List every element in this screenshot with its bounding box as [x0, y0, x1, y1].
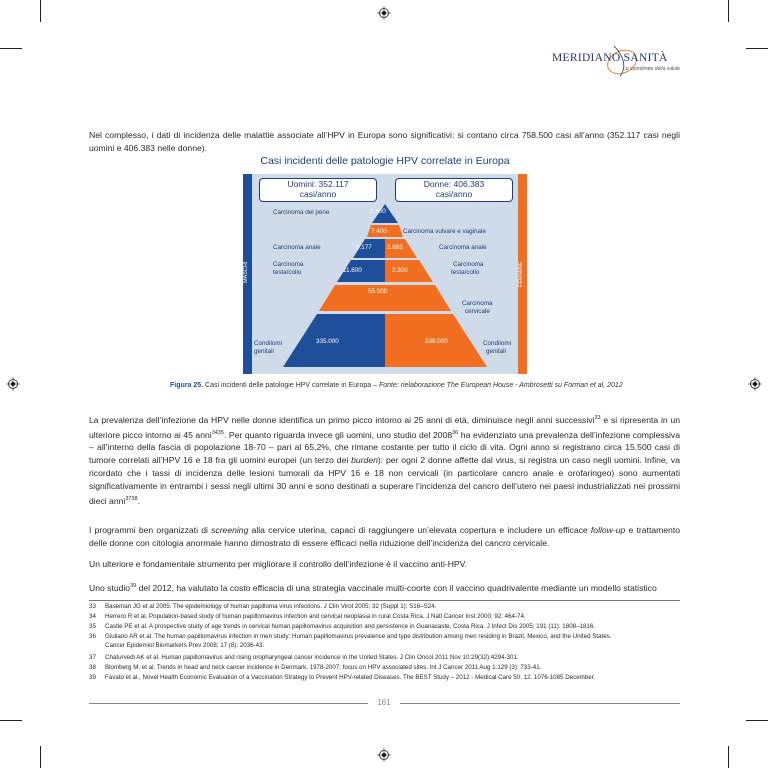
footnote-text: Herrero R et al. Population-based study of human papillomavirus infection and cervical neoplasia in rural Costa Rica. J Natl Cancer Inst 2000; 92: 464-74.	[105, 613, 526, 620]
footnote-number: 34	[89, 613, 96, 620]
value-anale-male: 3.177	[356, 244, 372, 251]
label-anale-female: Carcinoma anale	[439, 244, 487, 251]
footnote-text: Baseman JG et al 2005. The epidemiology of human papilloma virus infections. J Clin Virol 2005; 32 (Suppl 1): S16–S24.	[105, 603, 437, 610]
vaccine-paragraph: Un ulteriore e fondamentale strumento per migliorare il controllo dell’infezione è il vaccino anti-HPV.	[89, 559, 467, 569]
footnote-33	[89, 602, 680, 612]
caption-text: Casi incidenti delle patologie HPV correlate in Europa –	[203, 382, 379, 389]
para2-text-1: La prevalenza dell’infezione da HPV nelle donne identifica un primo picco intorno ai 25 anni di età, diminuisce negli anni successivi	[89, 414, 595, 425]
footnote-35	[89, 622, 680, 632]
para2-burden: burden	[351, 455, 378, 466]
page-rule-right	[400, 703, 680, 704]
value-condilomi-female: 338.000	[425, 338, 448, 345]
crop-mark	[746, 48, 768, 49]
footnote-separator	[89, 600, 680, 601]
side-label-male: MASCHI	[243, 261, 249, 283]
figure-caption	[170, 382, 670, 389]
logo-tagline: Le coordinate della salute	[623, 66, 680, 72]
value-condilomi-male: 335.000	[316, 338, 339, 345]
para2-text-6: .	[137, 495, 140, 506]
registration-mark-icon	[377, 6, 391, 20]
footnote-number: 33	[89, 603, 96, 610]
women-total-line1: Donne: 406.383	[423, 179, 485, 189]
footnote-number: 36	[89, 633, 96, 640]
tier-apex-right	[385, 204, 398, 223]
label-vulvare: Carcinoma vulvare e vaginale	[403, 228, 486, 235]
page-rule-left	[89, 703, 368, 704]
footnote-ref-39[interactable]: 39	[130, 583, 137, 589]
meridiano-sanita-logo	[548, 44, 698, 80]
footnote-34	[89, 612, 680, 622]
registration-mark-icon	[6, 377, 20, 391]
footnote-ref-36[interactable]: 36	[452, 429, 459, 436]
footnote-39	[89, 673, 680, 683]
para3-follow-up: follow-up	[590, 525, 626, 535]
footnote-ref-37-38[interactable]: 3738	[125, 495, 138, 502]
footnote-text: Favato et al., Novel Health Economic Evaluation of a Vaccination Strategy to Prevent HPV-related Diseases. The BEST Study – 2012 - Medical Care 50: 12. 1076-1085 December.	[105, 674, 596, 681]
label-condilomi-female-1: Condilomi	[483, 340, 511, 347]
value-testa-female: 2.300	[392, 267, 408, 274]
footnote-text: Blomberg M. et al. Trends in head and neck cancer incidence in Denmark, 1978-2007: focus on HPV associated sites. Int J Cancer 2011 Aug 1:129 (3): 733-41.	[105, 664, 542, 671]
crop-mark	[746, 720, 768, 721]
crop-mark	[40, 0, 41, 22]
label-condilomi-female-2: genitali	[486, 348, 506, 355]
prevalence-paragraph	[89, 412, 680, 507]
side-label-female: FEMMINE	[518, 261, 524, 287]
footnote-ref-33[interactable]: 33	[594, 415, 601, 421]
screening-paragraph	[89, 524, 680, 550]
value-anale-female: 3.683	[387, 244, 403, 251]
crop-mark	[0, 48, 22, 49]
registration-mark-icon	[748, 377, 762, 391]
study-paragraph	[89, 580, 680, 595]
para3-screening: screening	[211, 525, 249, 535]
footnote-number: 39	[89, 674, 96, 681]
intro-paragraph: Nel complesso, i dati di incidenza delle malattie associate all’HPV in Europa sono significativi: si contano circa 758.500 casi all’anno (352.117 casi negli uomini e 406.383 nelle donne).	[89, 130, 680, 153]
para5-text-1: Uno studio	[89, 582, 131, 593]
label-anale-male: Carcinoma anale	[273, 244, 321, 251]
label-condilomi-male-1: Condilomi	[254, 340, 282, 347]
figure-title: Casi incidenti delle patologie HPV correlate in Europa	[260, 155, 510, 167]
value-vulvare: 7.400	[371, 228, 387, 235]
logo-name: MERIDIANO SANITÀ	[552, 52, 668, 64]
value-pene: 2.400	[370, 208, 386, 215]
para2-text-5: ): per ogni 2 donne affette dal virus, si registra un caso negli uomini. Infine, va ricordato che i tassi di incidenza delle lesioni tumorali da HPV 16 e 18 non cervicali (in particolare cancro anale e orofaringeo) sono aumentati significativamente in entrambi i sessi negli ultimi 30 anni e sono destinati a superare l’incidenza del cancro dell’utero nei paesi industrializzati nei prossimi dieci anni	[89, 455, 681, 506]
para3-text-1: I programmi ben organizzati di	[89, 525, 212, 535]
footnote-text: Castle PE et al. A prospective study of age trends in cervical human papillomavirus acquisition and persistence in Guanacaste, Costa Rica. J Infect Dis 2005; 191 (11): 1808–1816.	[105, 623, 596, 630]
crop-mark	[728, 746, 729, 768]
label-cervicale-1: Carcinoma	[462, 300, 493, 307]
footnote-36	[89, 632, 680, 642]
para5-text-2: del 2012, ha valutato la costo efficacia di una strategia vaccinale multi-coorte con il vaccino quadrivalente mediante un modello statistico	[136, 582, 657, 593]
label-condilomi-male-2: genitali	[254, 348, 274, 355]
para3-text-3: e trattamento delle donne con citologia anormale hanno dimostrato di essere efficaci nella riduzione dell’incidenza del cancro cervicale.	[89, 525, 680, 548]
label-pene: Carcinoma del pene	[273, 209, 330, 216]
footnote-number: 37	[89, 654, 96, 661]
men-total-line2: casi/anno	[299, 189, 337, 199]
crop-mark	[0, 720, 22, 721]
label-testa-male-1: Carcinoma	[273, 261, 304, 268]
footnote-37	[89, 653, 680, 663]
caption-source: Fonte: rielaborazione The European House - Ambrosetti su Forman et al, 2012	[378, 382, 623, 389]
footnote-36-continuation: Cancer Epidemiol Biomarkers Prev 2008; 17 (8): 2036-43.	[105, 642, 265, 649]
footnote-number: 38	[89, 664, 96, 671]
label-cervicale-2: cervicale	[465, 308, 490, 315]
men-total-line1: Uomini: 352.117	[287, 179, 349, 189]
para3-text-2: alla cervice uterina, capaci di raggiungere un’elevata copertura e includere un efficace	[248, 525, 591, 535]
para2-text-2: e si ripresenta in un ulteriore picco intorno ai 45 anni	[89, 414, 680, 440]
value-testa-male: 11.600	[343, 267, 362, 274]
footnote-text: Giuliano AR et al. The human papillomavirus infection in men study: Human papillomavirus prevalence and type distribution among men residing in Brazil, Mexico, and the United States.	[105, 633, 612, 640]
label-testa-female-2: testa/collo	[451, 269, 480, 276]
women-total-line2: casi/anno	[435, 189, 473, 199]
footnote-text: Chaturvedi AK et al. Human papillomavirus and rising oropharyngeal cancer incidence in the United States. J Clin Oncol 2011 Nov 10:29(32):4294-301.	[105, 654, 519, 661]
footnote-number: 35	[89, 623, 96, 630]
footnote-ref-34-35[interactable]: 3435	[211, 429, 224, 436]
para2-text-4: ha evidenziato una prevalenza dell’infezione complessiva – all’interno della fascia di popolazione 18-70 – pari al 65,2%, che rimane costante per tutto il ciclo di vita. Ogni anno si registrano circa 15.500 casi di tumore correlati all’HPV 16 e 18 fra gli uomini europei (un terzo dei	[89, 429, 680, 466]
label-testa-female-1: Carcinoma	[453, 261, 484, 268]
para2-text-3: . Per quanto riguarda invece gli uomini, uno studio del 2008	[223, 429, 453, 440]
label-testa-male-2: testa/collo	[273, 269, 302, 276]
crop-mark	[728, 0, 729, 22]
hpv-pyramid-figure	[243, 157, 527, 377]
caption-label: Figura 25.	[170, 382, 204, 389]
crop-mark	[40, 746, 41, 768]
value-cervicale: 55.000	[368, 288, 388, 295]
registration-mark-icon	[377, 748, 391, 762]
footnote-38	[89, 663, 680, 673]
page-number: 161	[377, 698, 391, 707]
